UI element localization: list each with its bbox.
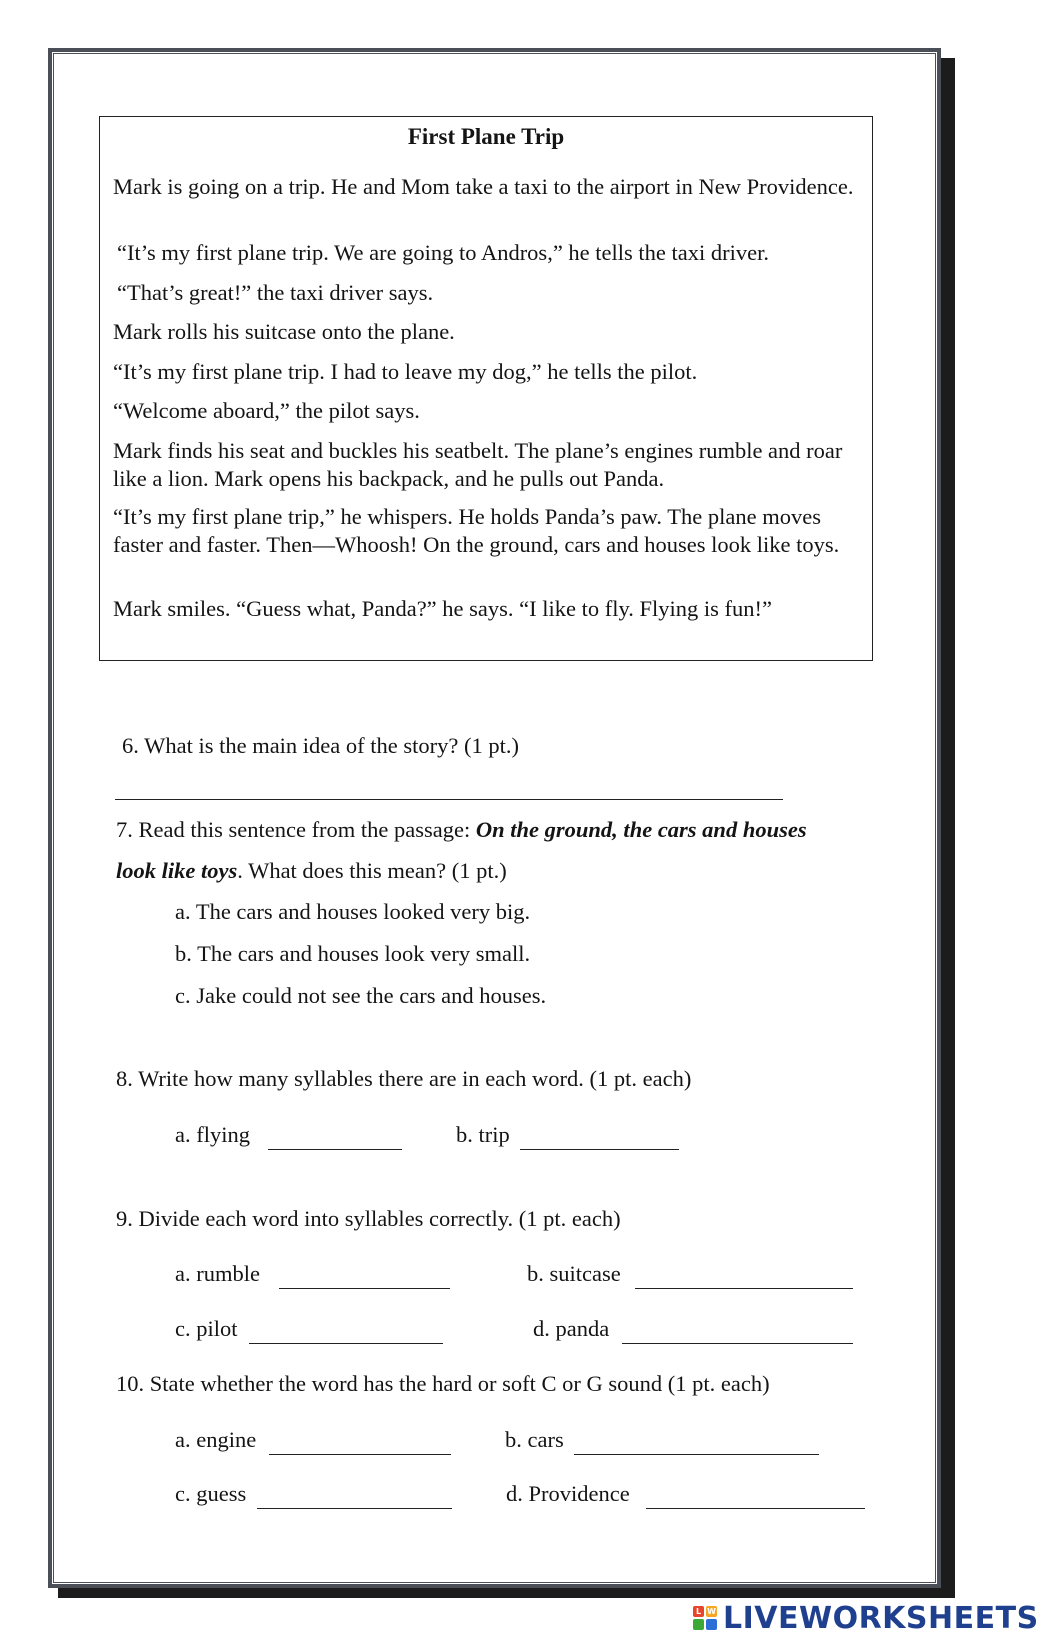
question-8: 8. Write how many syllables there are in each word. (1 pt. each) <box>116 1066 692 1091</box>
q10-item-d: d. Providence <box>506 1481 630 1506</box>
story-title: First Plane Trip <box>407 124 565 149</box>
answer-line-q10c[interactable] <box>257 1508 452 1509</box>
q9-item-c: c. pilot <box>175 1316 238 1341</box>
answer-line-q10b[interactable] <box>574 1454 819 1455</box>
answer-line-q8a[interactable] <box>268 1149 402 1150</box>
question-7-suffix: . What does this mean? (1 pt.) <box>237 858 507 883</box>
story-paragraph: Mark smiles. “Guess what, Panda?” he says. “I like to fly. Flying is fun!” <box>113 596 773 621</box>
story-paragraph: “It’s my first plane trip. We are going to Andros,” he tells the taxi driver. <box>117 240 769 265</box>
story-paragraph: Mark rolls his suitcase onto the plane. <box>113 319 455 344</box>
logo-text: LIVEWORKSHEETS <box>723 1600 1039 1636</box>
q8-item-a: a. flying <box>175 1122 250 1147</box>
story-paragraph: “Welcome aboard,” the pilot says. <box>113 398 420 423</box>
story-paragraph: “It’s my first plane trip,” he whispers. He holds Panda’s paw. The plane moves faster and faster. Then—Whoosh! On the ground, cars and houses look like toys. <box>113 504 840 557</box>
story-paragraph: Mark is going on a trip. He and Mom take a taxi to the airport in New Providence. <box>113 174 854 199</box>
question-7-prefix: 7. Read this sentence from the passage: <box>116 817 476 842</box>
option-7b: b. The cars and houses look very small. <box>175 941 531 966</box>
answer-line-q8b[interactable] <box>520 1149 679 1150</box>
question-6: 6. What is the main idea of the story? (1 pt.) <box>122 733 519 758</box>
q10-item-b: b. cars <box>505 1427 564 1452</box>
q9-item-a: a. rumble <box>175 1261 260 1286</box>
question-7-quote-part1: On the ground, the cars and houses <box>475 817 807 842</box>
answer-line-q9b[interactable] <box>635 1288 853 1289</box>
question-7-line2 <box>116 857 507 885</box>
story-paragraph: “It’s my first plane trip. I had to leave my dog,” he tells the pilot. <box>113 359 698 384</box>
answer-line-q9c[interactable] <box>249 1343 443 1344</box>
answer-line-q10a[interactable] <box>269 1454 451 1455</box>
story-paragraph: Mark finds his seat and buckles his seatbelt. The plane’s engines rumble and roar like a lion. Mark opens his backpack, and he pulls out Panda. <box>113 438 843 491</box>
q9-item-d: d. panda <box>533 1316 610 1341</box>
question-7-quote-part2: look like toys <box>116 858 238 883</box>
option-7a: a. The cars and houses looked very big. <box>175 899 531 924</box>
q10-item-a: a. engine <box>175 1427 257 1452</box>
answer-line-q10d[interactable] <box>646 1508 865 1509</box>
question-10: 10. State whether the word has the hard or soft C or G sound (1 pt. each) <box>116 1371 770 1396</box>
story-paragraph: “That’s great!” the taxi driver says. <box>117 280 434 305</box>
question-7-line1 <box>116 816 807 844</box>
question-9: 9. Divide each word into syllables correctly. (1 pt. each) <box>116 1206 621 1231</box>
q10-item-c: c. guess <box>175 1481 247 1506</box>
story-box <box>99 116 873 661</box>
option-7c: c. Jake could not see the cars and houses. <box>175 983 547 1008</box>
answer-line-q6[interactable] <box>115 799 783 800</box>
q8-item-b: b. trip <box>456 1122 510 1147</box>
logo-blocks-icon: L W <box>693 1606 717 1630</box>
answer-line-q9d[interactable] <box>622 1343 853 1344</box>
answer-line-q9a[interactable] <box>279 1288 450 1289</box>
liveworksheets-logo <box>693 1601 1039 1635</box>
q9-item-b: b. suitcase <box>527 1261 621 1286</box>
